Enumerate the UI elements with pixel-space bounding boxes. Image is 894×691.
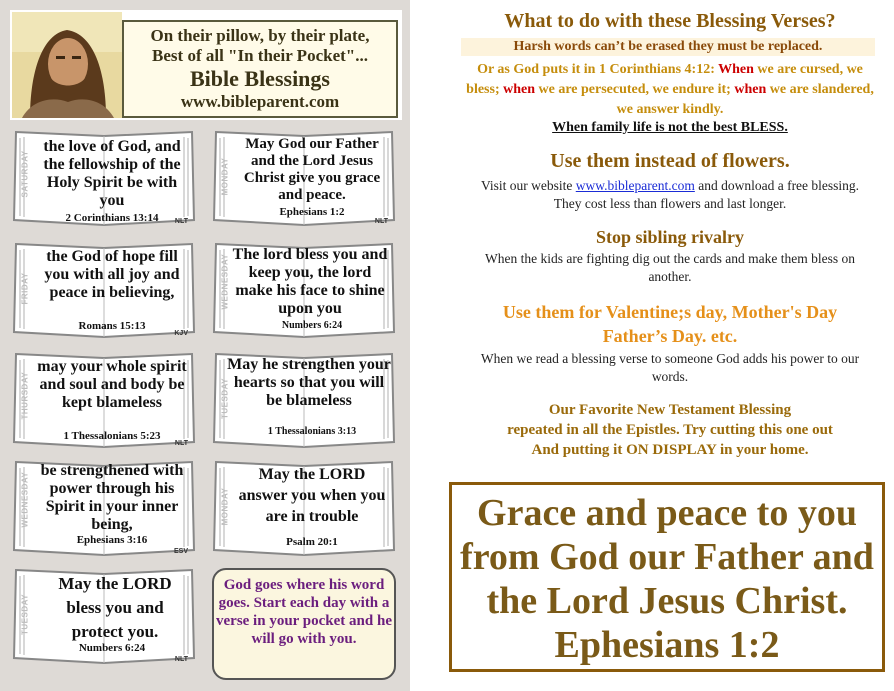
card-verse-text: the God of hope fill you with all joy and peace in believing, [44, 248, 180, 301]
card-reference: Numbers 6:24 [281, 320, 343, 331]
card-version: NLT [374, 218, 388, 225]
instructions-title: What to do with these Blessing Verses? [504, 10, 836, 32]
card-day: THURSDAY [20, 371, 30, 420]
blessing-card [10, 128, 198, 228]
card-verse-text: the love of God, and the fellowship of the Holy Spirit be with you [43, 138, 181, 209]
card-version: NLT [174, 440, 188, 447]
corinthians-quote: Or as God puts it in 1 Corinthians 4:12: When we are cursed, we bless; when we are persecuted, we endure it; when we are slandered, we answer kindly. [466, 62, 874, 117]
card-reference: 2 Corinthians 13:14 [65, 212, 159, 224]
card-verse-text: be strengthened with power through his Spirit in your inner being, [40, 462, 184, 533]
favorite-blessing-text: Our Favorite New Testament Blessing repeated in all the Epistles. Try cutting this one out And putting it ON DISPLAY in your home. [507, 402, 833, 458]
card-day: FRIDAY [20, 272, 30, 305]
flowers-heading: Use them instead of flowers. [550, 150, 790, 172]
display-blessing-box [449, 482, 885, 672]
card-reference: 1 Thessalonians 5:23 [63, 430, 161, 442]
card-day: WEDNESDAY [20, 471, 30, 528]
header-box [122, 20, 398, 118]
card-verse-text: may your whole spirit and soul and body be kept blameless [37, 358, 187, 411]
card-day: MONDAY [220, 487, 230, 526]
blessing-card [210, 350, 398, 450]
sibling-text: When the kids are fighting dig out the cards and make them bless on another. [484, 251, 856, 284]
valentine-heading: Use them for Valentine;s day, Mother's Day Father’s Day. etc. [502, 302, 838, 346]
card-day: SATURDAY [20, 150, 30, 198]
display-line-3: the Lord Jesus Christ. [486, 580, 848, 622]
valentine-text: When we read a blessing verse to someone God adds his power to our words. [480, 351, 860, 384]
header-line-1: On their pillow, by their plate, [150, 26, 370, 45]
blessing-card [10, 566, 198, 666]
card-reference: Numbers 6:24 [78, 642, 146, 654]
card-verse-text: The lord bless you and keep you, the lord make his face to shine upon you [232, 246, 388, 317]
card-verse-text: May God our Father and the Lord Jesus Christ give you grace and peace. [243, 136, 381, 203]
harsh-words-line: Harsh words can’t be erased they must be replaced. [461, 38, 875, 56]
promo-card [212, 568, 396, 680]
card-reference: 1 Thessalonians 3:13 [267, 426, 357, 437]
header-website[interactable]: www.bibleparent.com [180, 92, 340, 111]
blessing-card [10, 458, 198, 558]
card-reference: Ephesians 3:16 [76, 534, 148, 546]
card-verse-text: May the LORD answer you when you are in trouble [238, 466, 386, 525]
promo-text: God goes where his word goes. Start each day with a verse in your pocket and he will go with you. [216, 577, 392, 647]
card-verse-text: May the LORD bless you and protect you. [58, 574, 172, 641]
sibling-heading: Stop sibling rivalry [595, 227, 745, 247]
jesus-portrait-image [12, 12, 122, 118]
display-line-4: Ephesians 1:2 [554, 624, 780, 666]
card-reference: Ephesians 1:2 [279, 206, 345, 218]
flowers-text: Visit our website www.bibleparent.com and download a free blessing. They cost less than flowers and last longer. [480, 178, 860, 211]
card-version: KJV [174, 330, 188, 337]
family-line: When family life is not the best BLESS. [552, 120, 788, 135]
card-version: NLT [174, 656, 188, 663]
card-verse-text: May he strengthen your hearts so that you will be blameless [227, 356, 391, 409]
display-line-1: Grace and peace to you [477, 492, 857, 534]
blessing-card [210, 240, 398, 340]
card-version: ESV [173, 548, 188, 555]
blessing-card [10, 240, 198, 340]
card-reference: Psalm 20:1 [286, 536, 338, 548]
header-title: Bible Blessings [190, 66, 330, 91]
card-day: MONDAY [220, 157, 230, 196]
header-line-2: Best of all "In their Pocket"... [152, 46, 368, 65]
card-day: TUESDAY [20, 594, 30, 635]
card-day: WEDNESDAY [220, 253, 230, 310]
card-reference: Romans 15:13 [78, 320, 146, 332]
card-version: NLT [174, 218, 188, 225]
blessing-card [210, 458, 398, 558]
display-line-2: from God our Father and [460, 536, 874, 578]
website-link[interactable]: www.bibleparent.com [575, 178, 695, 193]
blessing-card [210, 128, 398, 228]
blessing-card [10, 350, 198, 450]
card-day: TUESDAY [220, 378, 230, 419]
